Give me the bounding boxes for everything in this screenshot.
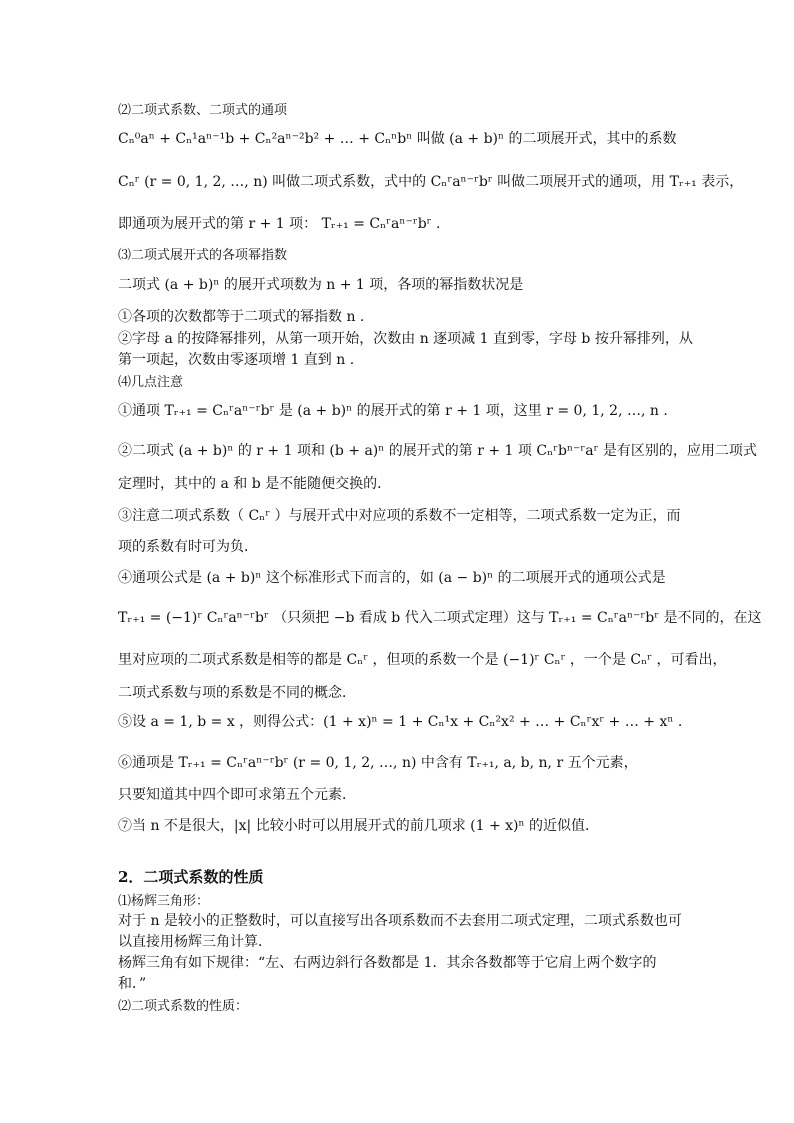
- exponent-note-2-line-2: 第一项起，次数由零逐项增 1 直到 n .: [118, 352, 355, 368]
- general-term-statement: 即通项为展开式的第 r + 1 项： Tᵣ₊₁ = Cₙʳaⁿ⁻ʳbʳ .: [118, 216, 441, 232]
- note-1: ①通项 Tᵣ₊₁ = Cₙʳaⁿ⁻ʳbʳ 是 (a + b)ⁿ 的展开式的第 r + 1 项，这里 r = 0, 1, 2, …, n .: [118, 403, 668, 419]
- heading-yang-hui-triangle: ⑴杨辉三角形：: [118, 894, 210, 909]
- binomial-coefficient-definition: Cₙʳ (r = 0, 1, 2, …, n) 叫做二项式系数，式中的 Cₙʳaⁿ⁻ʳbʳ 叫做二项展开式的通项，用 Tᵣ₊₁ 表示，: [118, 174, 744, 190]
- exponent-note-2-line-1: ②字母 a 的按降幂排列，从第一项开始，次数由 n 逐项减 1 直到零，字母 b 按升幂排列，从: [118, 331, 693, 347]
- section-heading-coefficient-properties: 2．二项式系数的性质: [118, 868, 264, 886]
- note-2-line-1: ②二项式 (a + b)ⁿ 的 r + 1 项和 (b + a)ⁿ 的展开式的第 r + 1 项 Cₙʳbⁿ⁻ʳaʳ 是有区别的，应用二项式: [118, 443, 757, 459]
- note-7: ⑦当 n 不是很大，|x| 比较小时可以用展开式的前几项求 (1 + x)ⁿ 的近似值．: [118, 818, 600, 834]
- binomial-expansion-definition: Cₙ⁰aⁿ + Cₙ¹aⁿ⁻¹b + Cₙ²aⁿ⁻²b² + … + Cₙⁿbⁿ 叫做 (a + b)ⁿ 的二项展开式，其中的系数: [118, 131, 677, 147]
- heading-binomial-coefficient-and-general-term: ⑵二项式系数、二项式的通项: [118, 103, 288, 118]
- note-4-line-1: ④通项公式是 (a + b)ⁿ 这个标准形式下而言的，如 (a − b)ⁿ 的二项展开式的通项公式是: [118, 570, 666, 586]
- yang-hui-rule-line-2: 和．”: [118, 976, 147, 992]
- note-2-line-2: 定理时，其中的 a 和 b 是不能随便交换的．: [118, 476, 392, 492]
- note-6-line-2: 只要知道其中四个即可求第五个元素．: [118, 787, 356, 803]
- heading-power-exponents: ⑶二项式展开式的各项幂指数: [118, 248, 288, 263]
- heading-coefficient-properties: ⑵二项式系数的性质：: [118, 999, 249, 1014]
- note-6-line-1: ⑥通项是 Tᵣ₊₁ = Cₙʳaⁿ⁻ʳbʳ (r = 0, 1, 2, …, n) 中含有 Tᵣ₊₁, a, b, n, r 五个元素，: [118, 755, 638, 771]
- term-count-statement: 二项式 (a + b)ⁿ 的展开式项数为 n + 1 项，各项的幂指数状况是: [118, 277, 524, 293]
- note-4-line-4: 二项式系数与项的系数是不同的概念．: [118, 685, 356, 701]
- exponent-note-1: ①各项的次数都等于二项式的幂指数 n .: [118, 309, 365, 325]
- heading-notes: ⑷几点注意: [118, 375, 184, 390]
- yang-hui-text-line-1: 对于 n 是较小的正整数时，可以直接写出各项系数而不去套用二项式定理，二项式系数也可: [118, 913, 682, 929]
- yang-hui-text-line-2: 以直接用杨辉三角计算．: [118, 934, 272, 950]
- note-4-line-3: 里对应项的二项式系数是相等的都是 Cₙʳ ，但项的系数一个是 (−1)ʳ Cₙʳ ，一个是 Cₙʳ ，可看出，: [118, 652, 727, 668]
- note-3-line-1: ③注意二项式系数（ Cₙʳ ）与展开式中对应项的系数不一定相等，二项式系数一定为正，而: [118, 508, 681, 524]
- note-4-line-2: Tᵣ₊₁ = (−1)ʳ Cₙʳaⁿ⁻ʳbʳ （只须把 −b 看成 b 代入二项式定理）这与 Tᵣ₊₁ = Cₙʳaⁿ⁻ʳbʳ 是不同的，在这: [118, 610, 762, 626]
- note-5: ⑤设 a = 1, b = x ，则得公式：(1 + x)ⁿ = 1 + Cₙ¹x + Cₙ²x² + … + Cₙʳxʳ + … + xⁿ .: [118, 714, 683, 730]
- note-3-line-2: 项的系数有时可为负．: [118, 539, 258, 555]
- yang-hui-rule-line-1: 杨辉三角有如下规律：“左、右两边斜行各数都是 1．其余各数都等于它肩上两个数字的: [118, 955, 657, 971]
